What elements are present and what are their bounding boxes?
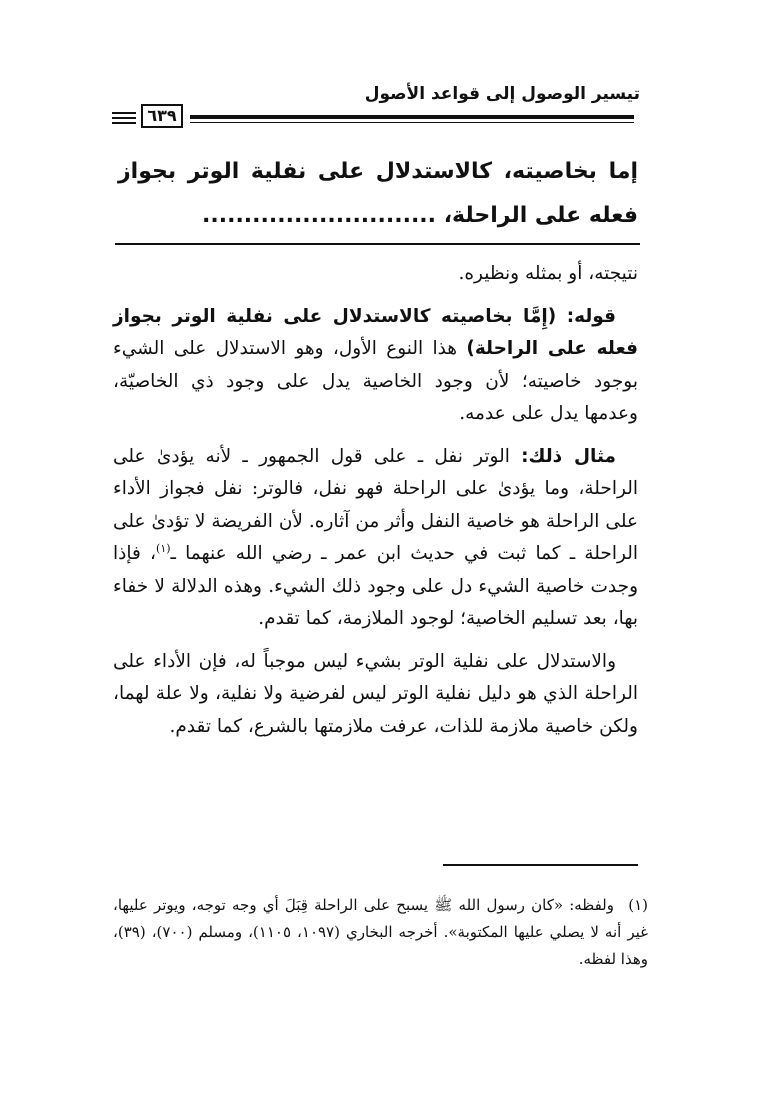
paragraph-3	[113, 441, 638, 636]
paragraph-2-lead: قوله: (إِمَّا بخاصيته كالاستدلال على نفلية الوتر بجواز فعله على الراحلة)	[113, 305, 639, 359]
paragraph-3-text-b: ، فإذا وجدت خاصية الشيء دل على وجود ذلك الشيء. وهذه الدلالة لا خفاء بها، بعد تسليم الخاصية؛ لوجود الملازمة، كما تقدم.	[113, 543, 638, 629]
running-title: تيسير الوصول إلى قواعد الأصول	[364, 84, 640, 104]
footnote-ref-1[interactable]: (١)	[156, 541, 171, 555]
footnote-number: (١)	[628, 896, 648, 914]
paragraph-2	[113, 301, 638, 431]
matn-text: إما بخاصيته، كالاستدلال على نفلية الوتر بجواز فعله على الراحلة،	[118, 159, 638, 228]
header-rule-thick	[190, 115, 634, 119]
footnotes	[113, 892, 648, 973]
matn-dots: ............................	[202, 203, 437, 228]
paragraph-3-lead: مثال ذلك:	[521, 445, 616, 467]
matn-text-block	[118, 150, 638, 238]
footnote-rule	[443, 864, 638, 866]
header-rule-thin	[190, 122, 634, 123]
commentary-body	[113, 258, 638, 753]
header-ornament-bars	[112, 112, 136, 127]
paragraph-2-text: هذا النوع الأول، وهو الاستدلال على الشيء بوجود خاصيته؛ لأن وجود الخاصية يدل على وجود ذي الخاصيّة، وعدمها يدل على عدمه.	[113, 338, 638, 424]
page-number: ٦٣٩	[141, 104, 183, 128]
paragraph-3-text-a: الوتر نفل ـ على قول الجمهور ـ لأنه يؤدىٰ على الراحلة، وما يؤدىٰ على الراحلة فهو نفل، فالوتر: نفل فجواز الأداء على الراحلة هو خاصية النفل وأثر من آثاره. لأن الفريضة لا تؤدىٰ على الراحلة ـ كما ثبت في حديث ابن عمر ـ رضي الله عنهما ـ	[113, 445, 638, 564]
paragraph-4: والاستدلال على نفلية الوتر بشيء ليس موجباً له، فإن الأداء على الراحلة الذي هو دليل نفلية الوتر ليس لفرضية ولا نفلية، ولا علة لهما، ولكن خاصية ملازمة للذات، عرفت ملازمتها بالشرع، كما تقدم.	[113, 650, 638, 737]
footnote-text: ولفظه: «كان رسول الله ﷺ يسبح على الراحلة قِبَلَ أي وجه توجه، ويوتر عليها، غير أنه لا يصلي عليها المكتوبة». أخرجه البخاري (١٠٩٧، ١١٠٥)، ومسلم (٧٠٠)، (٣٩)، وهذا لفظه.	[113, 896, 648, 968]
paragraph-1: نتيجته، أو بمثله ونظيره.	[458, 263, 638, 284]
footnote-item	[113, 892, 648, 973]
matn-separator-rule	[115, 243, 640, 245]
